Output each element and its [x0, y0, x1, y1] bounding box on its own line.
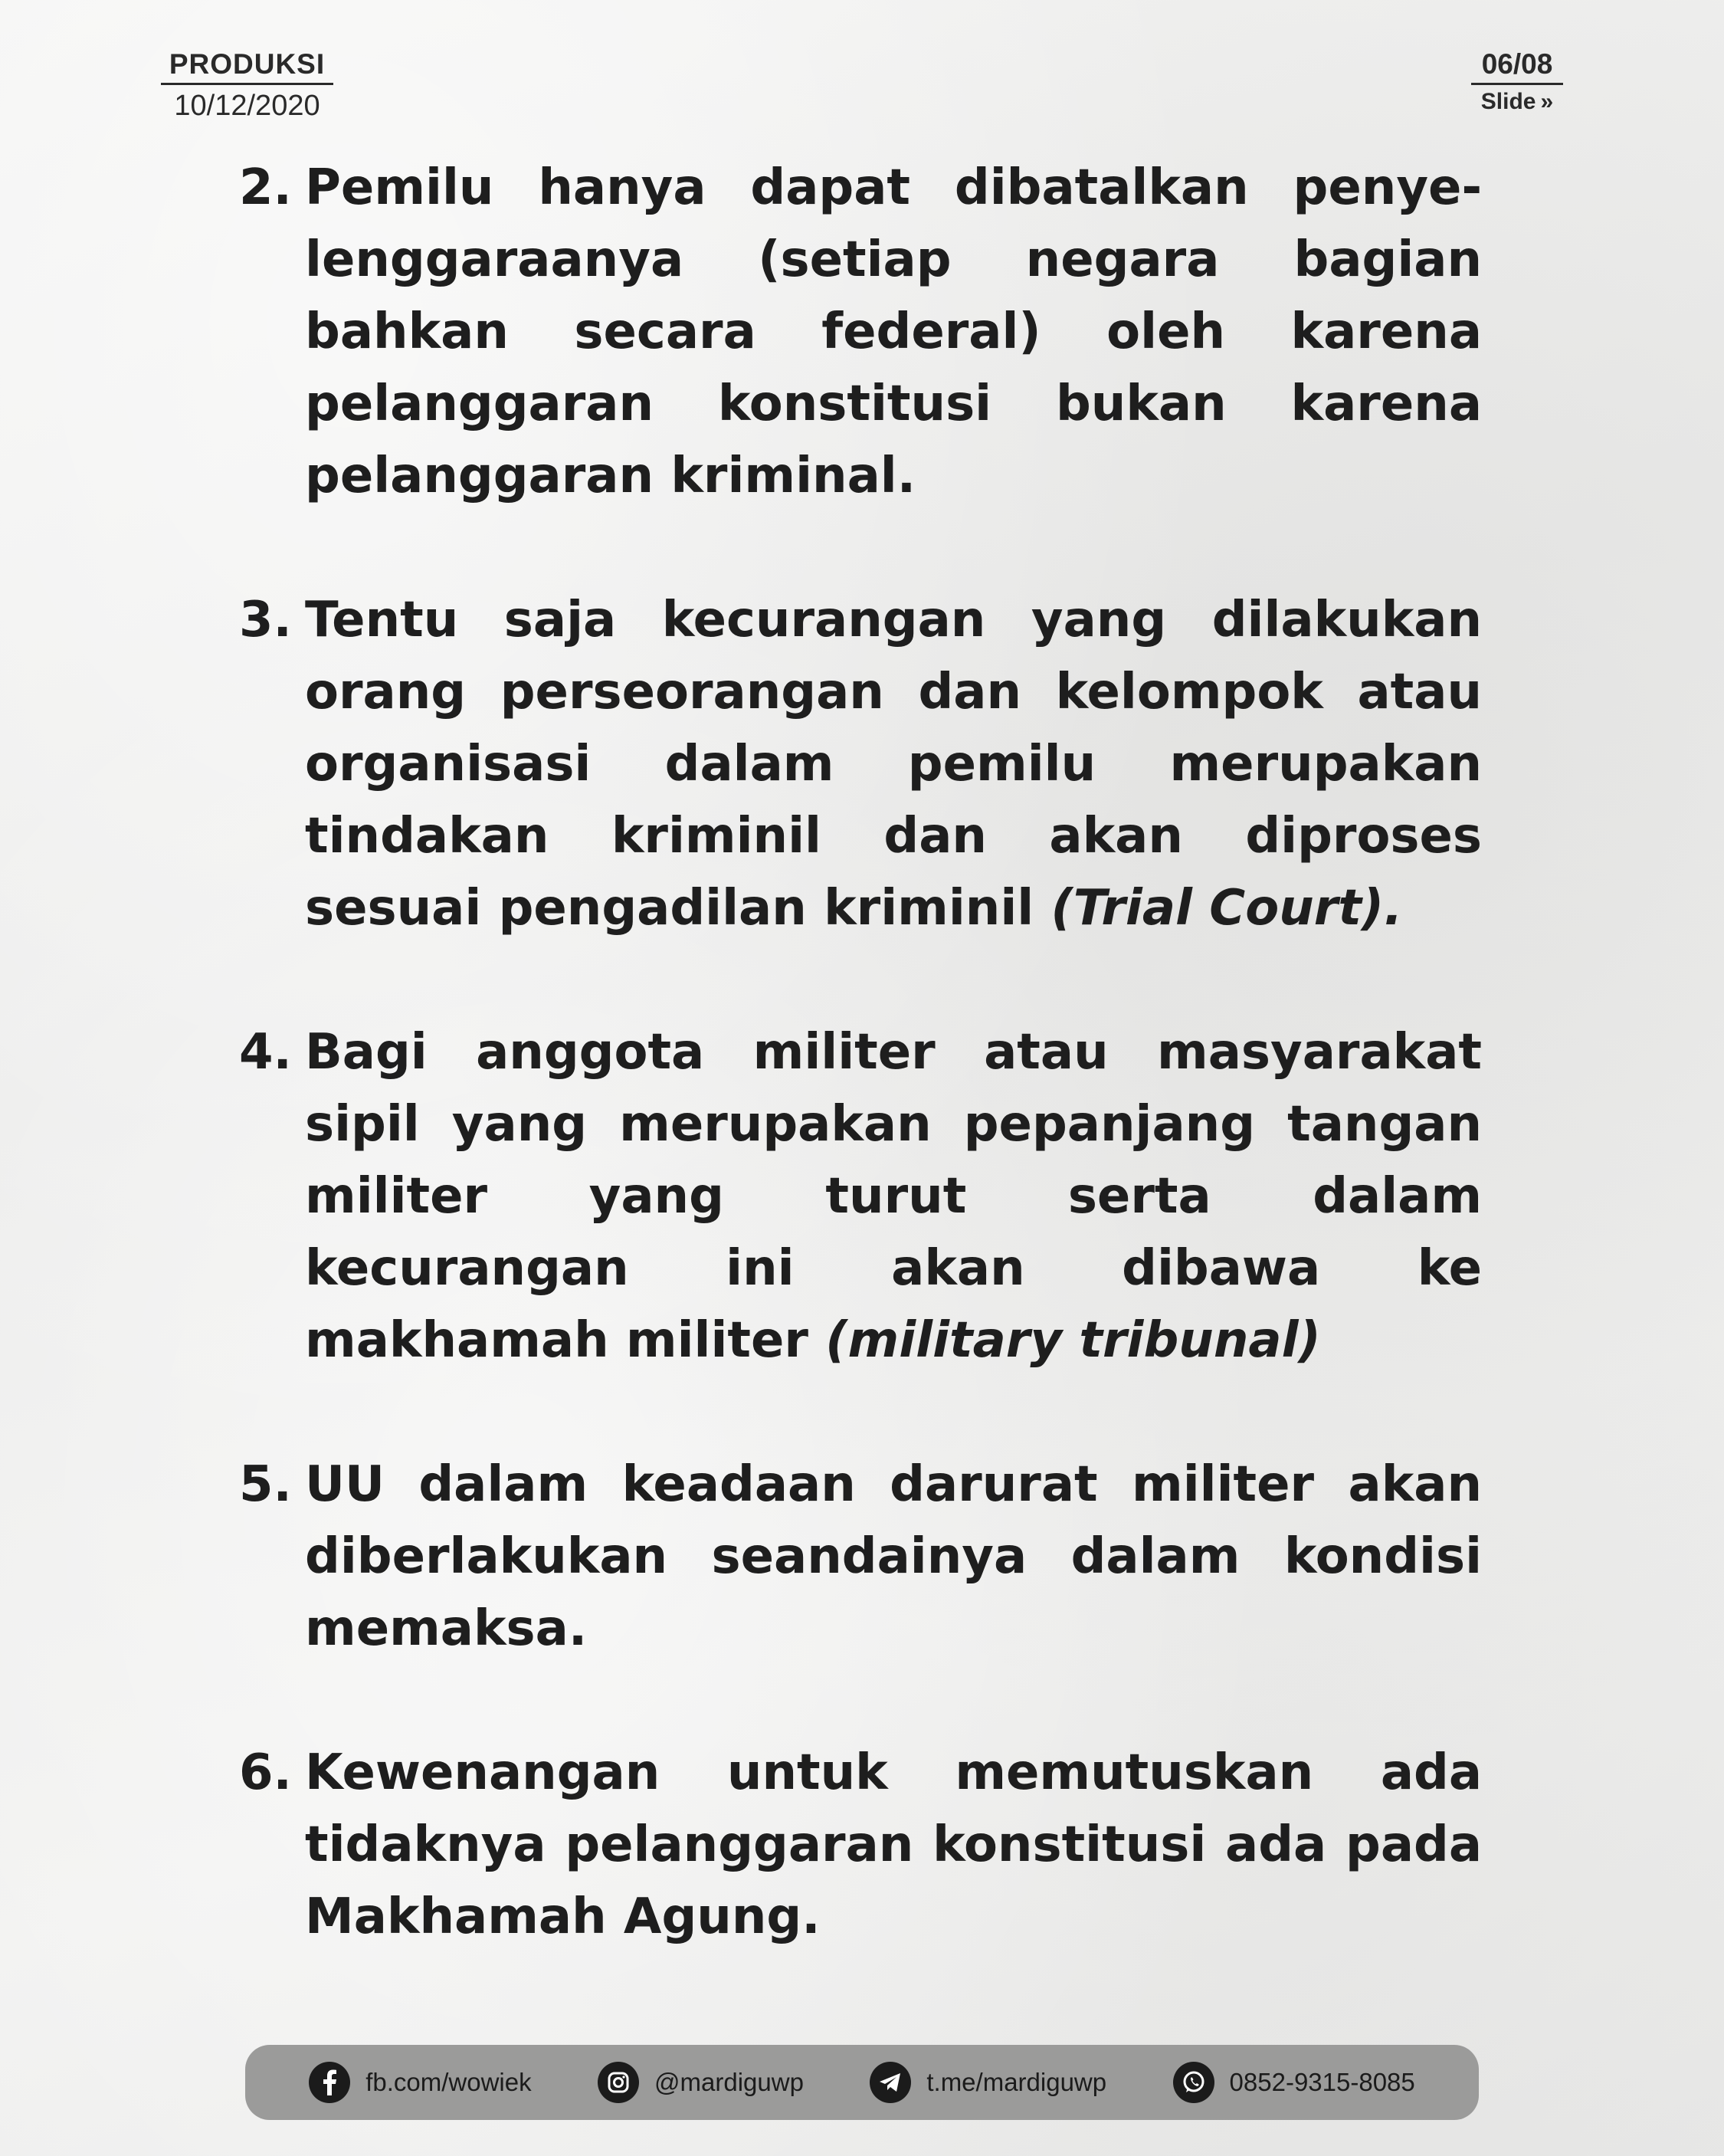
- item-number: 4.: [239, 1024, 292, 1081]
- slide-label: Slide: [1480, 89, 1536, 114]
- production-label: PRODUKSI: [169, 48, 326, 80]
- item-number: 2.: [239, 159, 292, 216]
- list-item: [239, 152, 1482, 512]
- double-chevron-right-icon: »: [1540, 89, 1554, 114]
- item-text: Kewenangan untuk memutuskan ada tidaknya pelanggaran konstitusi ada pada Makhamah Agung.: [305, 1744, 1482, 1945]
- item-number: 3.: [239, 592, 292, 648]
- item-text: Tentu saja kecurangan yang dilakukan orang perseorangan dan kelompok atau organisasi dalam pemilu merupakan tindakan kriminil dan akan diproses sesuai pengadilan kriminil (Trial Court).: [305, 592, 1482, 937]
- item-emphasis: (military tribunal): [825, 1312, 1321, 1369]
- slide-indicator: [1471, 48, 1563, 116]
- item-number: 5.: [239, 1456, 292, 1513]
- production-label-block: [161, 48, 333, 123]
- whatsapp-link[interactable]: [1173, 2062, 1415, 2103]
- instagram-handle: @mardiguwp: [654, 2068, 804, 2096]
- item-text: UU dalam keadaan darurat militer akan diberlakukan seandainya dalam kondisi memaksa.: [305, 1456, 1482, 1657]
- facebook-handle: fb.com/wowiek: [365, 2068, 532, 2096]
- item-emphasis: (Trial Court).: [1050, 880, 1403, 937]
- facebook-link[interactable]: [309, 2062, 531, 2103]
- whatsapp-number: 0852-9315-8085: [1229, 2068, 1415, 2096]
- whatsapp-icon: [1173, 2062, 1214, 2103]
- points-list: [239, 152, 1482, 2025]
- social-footer-bar: [245, 2045, 1479, 2120]
- slide-next-link[interactable]: [1471, 88, 1563, 116]
- facebook-icon: [309, 2062, 350, 2103]
- item-text: Bagi anggota militer atau masyarakat sipil yang merupakan pepanjang tangan militer yang turut serta dalam kecurangan ini akan dibawa ke makhamah militer (military tribunal): [305, 1024, 1482, 1369]
- item-text: Pemilu hanya dapat dibatalkan penye-lenggaraanya (setiap negara bagian bahkan secara federal) oleh karena pelanggaran konstitusi bukan karena pelanggaran kriminal.: [305, 159, 1482, 504]
- list-item: [239, 1016, 1482, 1377]
- slide-divider: [1471, 83, 1563, 85]
- slide-number: 06/08: [1481, 48, 1553, 80]
- instagram-link[interactable]: [598, 2062, 804, 2103]
- instagram-icon: [598, 2062, 639, 2103]
- telegram-icon: [870, 2062, 911, 2103]
- production-date: 10/12/2020: [174, 90, 320, 122]
- telegram-handle: t.me/mardiguwp: [926, 2068, 1107, 2096]
- telegram-link[interactable]: [870, 2062, 1106, 2103]
- list-item: [239, 1737, 1482, 1953]
- list-item: [239, 584, 1482, 944]
- header-divider: [161, 83, 333, 85]
- item-number: 6.: [239, 1744, 292, 1801]
- list-item: [239, 1449, 1482, 1665]
